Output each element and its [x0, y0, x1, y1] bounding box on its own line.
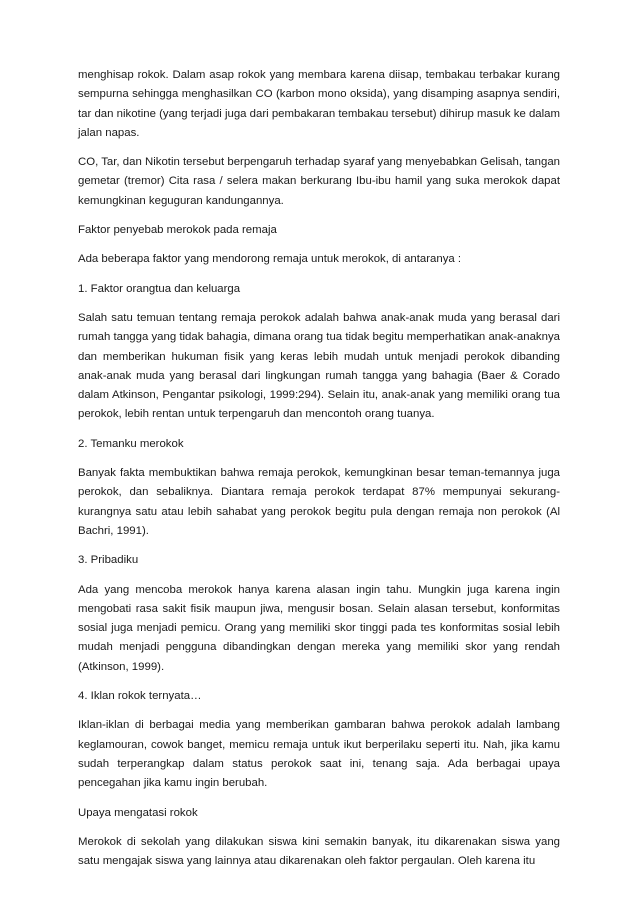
heading-upaya-mengatasi: Upaya mengatasi rokok	[78, 806, 198, 819]
heading-faktor-penyebab: Faktor penyebab merokok pada remaja	[78, 224, 277, 237]
heading-teman-merokok: 2. Temanku merokok	[78, 437, 184, 450]
paragraph-asap-rokok: menghisap rokok. Dalam asap rokok yang membara karena diisap, tembakau terbakar kurang sempurna sehingga menghasilkan CO (karbon mono oksida), yang disamping asapnya sendiri, tar dan nikotine (yang terjadi juga dari pembakaran tembakau tersebut) dihirup masuk ke dalam jalan napas.	[78, 69, 560, 139]
paragraph-efek-nikotin: CO, Tar, dan Nikotin tersebut berpengaruh terhadap syaraf yang menyebabkan Gelisah, tangan gemetar (tremor) Cita rasa / selera makan berkurang Ibu-ibu hamil yang suka merokok dapat kemungkinan keguguran kandungannya.	[78, 156, 560, 207]
heading-pribadi: 3. Pribadiku	[78, 554, 139, 567]
paragraph-iklan-rokok: Iklan-iklan di berbagai media yang memberikan gambaran bahwa perokok adalah lambang keglamouran, cowok banget, memicu remaja untuk ikut berperilaku seperti itu. Nah, jika kamu sudah terperangkap dalam status perokok saat ini, tenang saja. Ada berbagai upaya pencegahan jika kamu ingin berubah.	[78, 719, 560, 790]
paragraph-pribadi: Ada yang mencoba merokok hanya karena alasan ingin tahu. Mungkin juga karena ingin mengobati rasa sakit fisik maupun jiwa, mengusir bosan. Selain alasan tersebut, konformitas sosial juga menjadi pemicu. Orang yang memiliki skor tinggi pada tes konformitas sosial lebih mudah menjadi pengguna dibandingkan dengan mereka yang memiliki skor yang rendah (Atkinson, 1999).	[78, 583, 560, 673]
paragraph-upaya-mengatasi: Merokok di sekolah yang dilakukan siswa kini semakin banyak, itu dikarenakan siswa yang satu mengajak siswa yang lainnya atau dikarenakan oleh faktor pergaulan. Oleh karena itu	[78, 835, 560, 868]
paragraph-teman-merokok: Banyak fakta membuktikan bahwa remaja perokok, kemungkinan besar teman-temannya juga perokok, dan sebaliknya. Diantara remaja perokok terdapat 87% mempunyai sekurang-kurangnya satu atau lebih sahabat yang perokok begitu pula dengan remaja non perokok (Al Bachri, 1991).	[78, 467, 560, 537]
paragraph-intro-faktor: Ada beberapa faktor yang mendorong remaja untuk merokok, di antaranya :	[78, 253, 462, 266]
paragraph-faktor-orangtua: Salah satu temuan tentang remaja perokok adalah bahwa anak-anak muda yang berasal dari rumah tangga yang tidak bahagia, dimana orang tua tidak begitu memperhatikan anak-anaknya dan memberikan hukuman fisik yang keras lebih mudah untuk menjadi perokok dibanding anak-anak muda yang berasal dari lingkungan rumah tangga yang bahagia (Baer & Corado dalam Atkinson, Pengantar psikologi, 1999:294). Selain itu, anak-anak yang memiliki orang tua perokok, lebih rentan untuk terpengaruh dan mencontoh orang tuanya.	[78, 311, 560, 421]
heading-iklan-rokok: 4. Iklan rokok ternyata…	[78, 690, 202, 703]
heading-faktor-orangtua: 1. Faktor orangtua dan keluarga	[78, 282, 241, 295]
